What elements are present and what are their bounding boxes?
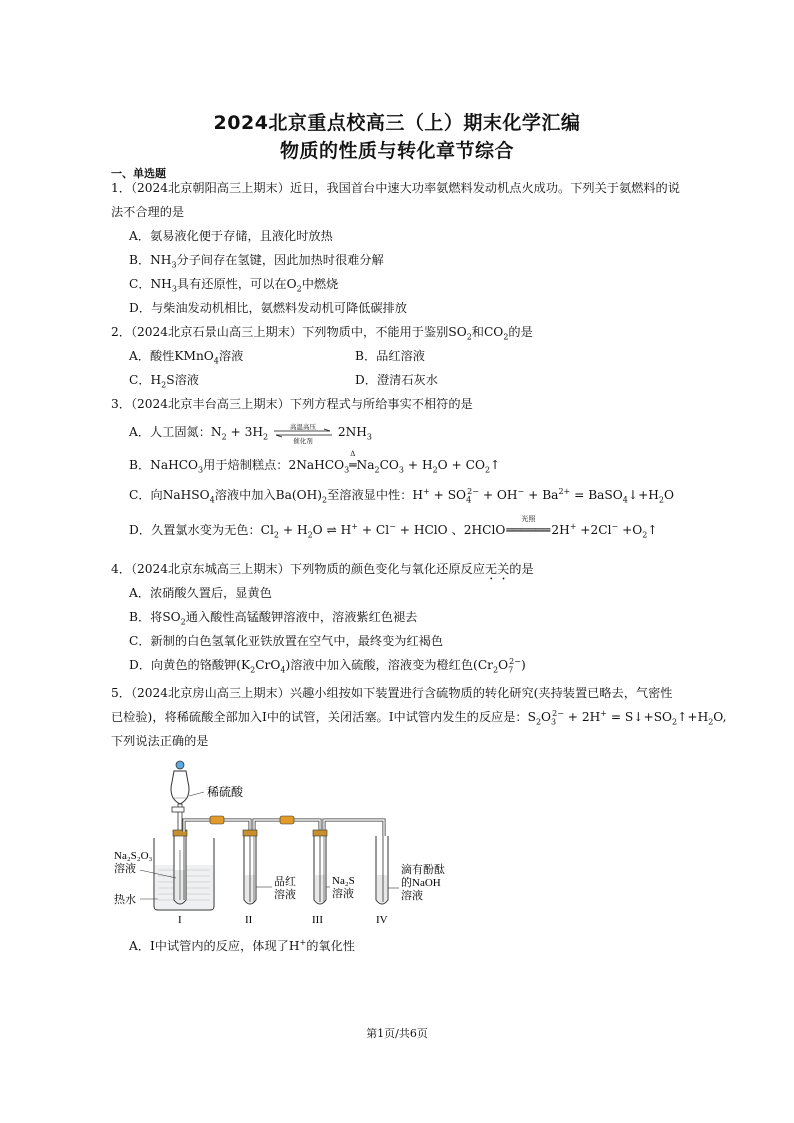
q1-stem-line1: 1．（2024北京朝阳高三上期末）近日，我国首台中速大功率氨燃料发动机点火成功。下列关于氨燃料的说 bbox=[111, 181, 680, 195]
rubber-connector-icon bbox=[210, 816, 224, 824]
q2-option-d: D．澄清石灰水 bbox=[355, 373, 438, 387]
q5-stem-line2: 已检验)，将稀硫酸全部加入I中的试管，关闭活塞。I中试管内发生的反应是：$S_2O_3^{2-} + 2H^+$ = $S↓+SO_2↑+H_2O$, bbox=[111, 708, 727, 727]
q2-option-a: A．酸性KMnO$_4$溶液 bbox=[129, 349, 244, 366]
label-tube3-solution: 溶液 bbox=[332, 888, 354, 900]
label-tube2-reagent: 品红 bbox=[274, 876, 296, 888]
q5-option-a: A．I中试管内的反应，体现了H+的氧化性 bbox=[129, 937, 355, 953]
label-reagent-tube1-solution: 溶液 bbox=[114, 863, 136, 875]
q1-stem-line2: 法不合理的是 bbox=[111, 205, 185, 219]
q4-option-d: D．向黄色的铬酸钾$(K_2CrO_4)$溶液中加入硫酸，溶液变为橙红色$(Cr_2O_7^{2-})$ bbox=[129, 656, 526, 675]
funnel-stopper-icon bbox=[176, 761, 184, 769]
q2-option-c: C．$H_2S$溶液 bbox=[129, 373, 199, 390]
q1-option-c: C．$NH_3$具有还原性，可以在$O_2$中燃烧 bbox=[129, 277, 339, 294]
equilibrium-arrow-icon: 高温高压 催化剂 bbox=[272, 426, 334, 440]
label-apparatus-IV: IV bbox=[376, 914, 388, 926]
q3-stem: 3．（2024北京丰台高三上期末）下列方程式与所给事实不相符的是 bbox=[111, 397, 473, 411]
q1-option-b: B．$NH_3$分子间存在氢键，因此加热时很难分解 bbox=[129, 253, 384, 270]
label-tube4-line3: 溶液 bbox=[401, 890, 423, 902]
label-reagent-tube1: Na₂S₂O₃ bbox=[114, 850, 153, 862]
q5-stem-line3: 下列说法正确的是 bbox=[111, 734, 209, 748]
q3-option-d: D．久置氯水变为无色：$Cl_2 + H_2O$ ⇌ H+ + Cl− + HClO 、2HClO 光照 ══════2H+ $+2Cl^- +O_2↑$ bbox=[129, 515, 658, 540]
q4-option-c: C．新制的白色氢氧化亚铁放置在空气中，最终变为红褐色 bbox=[129, 634, 444, 648]
stopcock-icon bbox=[172, 807, 184, 812]
label-dilute-sulfuric-acid: 稀硫酸 bbox=[207, 785, 244, 799]
section-heading: 一、单选题 bbox=[111, 167, 166, 180]
q3-option-c: C．向NaHSO$_4$溶液中加入$Ba(OH)_2$至溶液显中性：$H^+ + SO_4^{2-} + OH^- + Ba^{2+}$ = $BaSO_4↓+H_2O$ bbox=[129, 486, 675, 505]
q3-option-a: A．人工固氮：$N_2 + 3H_2$ 高温高压 催化剂 $2NH_3$ bbox=[129, 422, 373, 445]
q5-stem-line1: 5．（2024北京房山高三上期末）兴趣小组按如下装置进行含硫物质的转化研究(夹持装置已略去，气密性 bbox=[111, 686, 673, 700]
label-tube2-solution: 溶液 bbox=[274, 889, 296, 901]
q1-option-a: A．氨易液化便于存储，且液化时放热 bbox=[129, 229, 333, 243]
label-tube4-line1: 滴有酚酞 bbox=[401, 864, 445, 876]
q3-option-b: B．NaHCO$_3$用于焙制糕点：2NaHCO$_3$ Δ $═Na_2CO_3 + H_2O$ + $CO_2↑$ bbox=[129, 450, 501, 475]
page-subtitle: 物质的性质与转化章节综合 bbox=[279, 140, 514, 162]
q2-stem: 2．（2024北京石景山高三上期末）下列物质中，不能用于鉴别$SO_2$和$CO_2$的是 bbox=[111, 325, 533, 342]
q1-option-d: D．与柴油发动机相比，氨燃料发动机可降低碳排放 bbox=[129, 301, 407, 315]
page-title: 2024北京重点校高三（上）期末化学汇编 bbox=[213, 112, 581, 134]
q2-option-b: B．品红溶液 bbox=[355, 349, 425, 363]
apparatus-figure bbox=[110, 760, 445, 930]
label-tube3-reagent: Na₂S bbox=[332, 875, 355, 887]
label-hot-water: 热水 bbox=[114, 894, 136, 906]
q4-stem: 4．（2024北京东城高三上期末）下列物质的颜色变化与氧化还原反应无关的是 bbox=[111, 562, 534, 576]
rubber-connector-icon bbox=[280, 816, 294, 824]
label-tube4-line2: 的NaOH bbox=[401, 877, 441, 889]
label-apparatus-II: II bbox=[245, 914, 253, 926]
label-apparatus-I: I bbox=[178, 914, 182, 926]
q4-option-a: A．浓硝酸久置后，显黄色 bbox=[129, 586, 272, 600]
separatory-funnel-icon bbox=[171, 771, 189, 804]
label-apparatus-III: III bbox=[312, 914, 323, 926]
page-footer: 第1页/共6页 bbox=[366, 1027, 428, 1040]
q4-option-b: B．将$SO_2$通入酸性高锰酸钾溶液中，溶液紫红色褪去 bbox=[129, 610, 418, 627]
